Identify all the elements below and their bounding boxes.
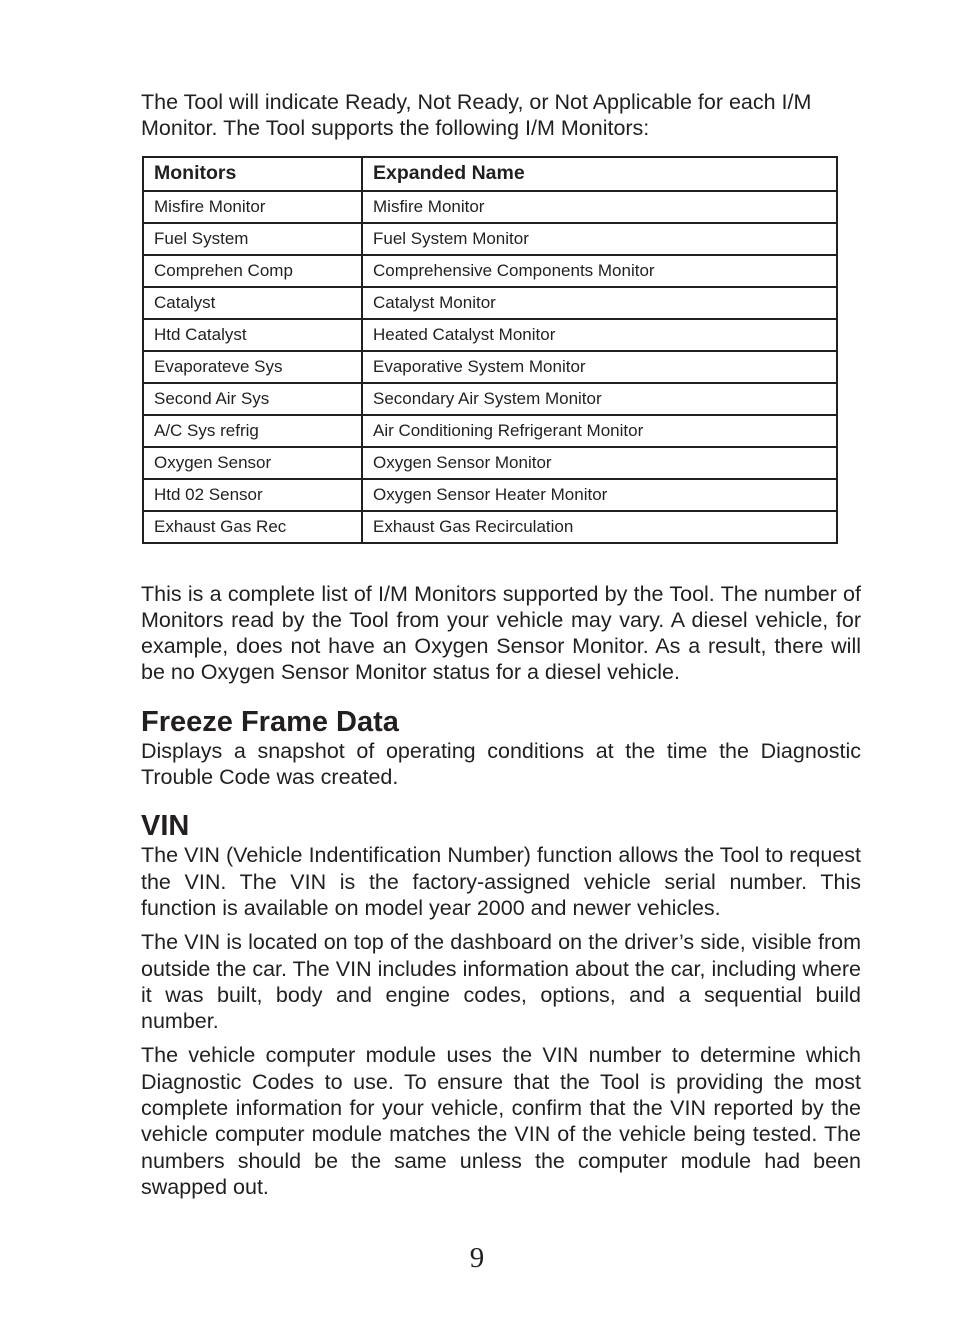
page-number: 9 [469,1242,485,1274]
expanded-name-cell: Exhaust Gas Recirculation [362,511,837,543]
monitors-table [142,156,838,544]
expanded-name-cell: Oxygen Sensor Monitor [362,447,837,479]
table-row [143,479,837,511]
table-row [143,319,837,351]
table-row [143,255,837,287]
table-header-row [143,157,837,191]
vin-paragraph: The VIN (Vehicle Indentification Number) function allows the Tool to request the VIN. The VIN is the factory-assigned vehicle serial number. This function is available on model year 2000 and newer vehicles. [141,843,861,920]
monitor-cell: Htd Catalyst [143,319,362,351]
expanded-name-cell: Evaporative System Monitor [362,351,837,383]
intro-paragraph: The Tool will indicate Ready, Not Ready, or Not Applicable for each I/M Monitor. The Tool supports the following I/M Monitors: [141,90,812,141]
expanded-name-cell: Heated Catalyst Monitor [362,319,837,351]
expanded-name-cell: Secondary Air System Monitor [362,383,837,415]
expanded-name-cell: Misfire Monitor [362,191,837,223]
table-row [143,447,837,479]
table-row [143,287,837,319]
vin-paragraph: The VIN is located on top of the dashboard on the driver’s side, visible from outside the car. The VIN includes information about the car, including where it was built, body and engine codes, options, and a sequential build number. [141,930,861,1034]
monitor-cell: Misfire Monitor [143,191,362,223]
table-row [143,415,837,447]
expanded-name-cell: Oxygen Sensor Heater Monitor [362,479,837,511]
freeze-frame-body: Displays a snapshot of operating conditions at the time the Diagnostic Trouble Code was created. [141,738,861,790]
table-row [143,511,837,543]
vin-heading: VIN [141,810,190,843]
monitor-cell: Second Air Sys [143,383,362,415]
vin-paragraph: The vehicle computer module uses the VIN number to determine which Diagnostic Codes to use. To ensure that the Tool is providing the most complete information for your vehicle, confirm that the VIN reported by the vehicle computer module matches the VIN of the vehicle being tested. The numbers should be the same unless the computer module had been swapped out. [141,1043,861,1199]
expanded-name-cell: Air Conditioning Refrigerant Monitor [362,415,837,447]
monitor-cell: Exhaust Gas Rec [143,511,362,543]
monitor-cell: Catalyst [143,287,362,319]
table-row [143,223,837,255]
table-row [143,351,837,383]
monitor-cell: Htd 02 Sensor [143,479,362,511]
monitor-cell: Fuel System [143,223,362,255]
freeze-frame-heading: Freeze Frame Data [141,705,399,738]
monitor-cell: Comprehen Comp [143,255,362,287]
expanded-name-cell: Fuel System Monitor [362,223,837,255]
monitor-cell: Oxygen Sensor [143,447,362,479]
expanded-name-cell: Catalyst Monitor [362,287,837,319]
table-row [143,191,837,223]
column-header-expanded-name: Expanded Name [362,157,837,191]
expanded-name-cell: Comprehensive Components Monitor [362,255,837,287]
monitor-cell: A/C Sys refrig [143,415,362,447]
manual-page [141,89,861,1200]
column-header-monitors: Monitors [143,157,362,191]
monitor-cell: Evaporateve Sys [143,351,362,383]
monitor-list-note: This is a complete list of I/M Monitors supported by the Tool. The number of Monitors read by the Tool from your vehicle may vary. A diesel vehicle, for example, does not have an Oxygen Sensor Monitor. As a result, there will be no Oxygen Sensor Monitor status for a diesel vehicle. [141,581,861,685]
table-row [143,383,837,415]
